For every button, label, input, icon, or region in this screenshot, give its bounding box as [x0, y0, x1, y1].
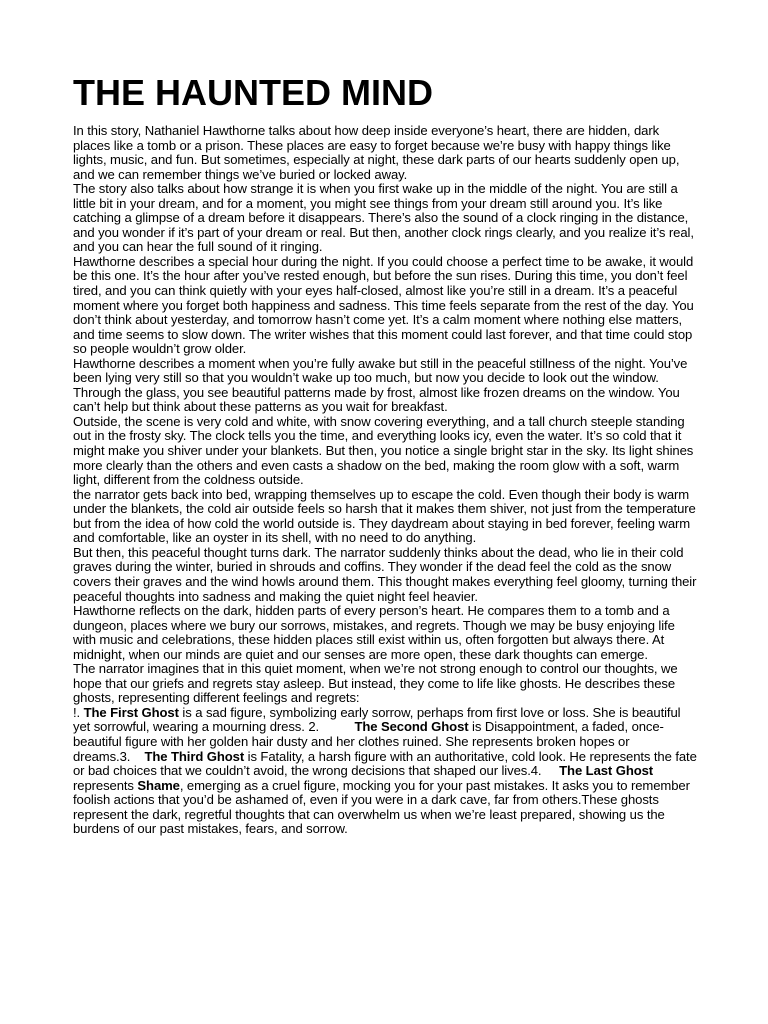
document-title: THE HAUNTED MIND: [73, 72, 433, 113]
ghost-1-prefix: !.: [73, 704, 84, 720]
paragraph-ghosts-list: [73, 706, 698, 837]
ghost-1-name: The First Ghost: [83, 704, 179, 720]
paragraph-waking: The story also talks about how strange it is when you first wake up in the middle of the night. You are still a little bit in your dream, and for a moment, you might see things from your dream still around you. It’s like catching a glimpse of a dream before it disappears. There’s also the sound of a clock ringing in the distance, and you wonder if it’s part of your dream or real. But then, another clock rings clearly, and you realize it’s real, and you can hear the full sound of it ringing.: [73, 181, 694, 255]
ghost-2-text: is Disappointment, a faded, once-beautiful figure with her golden hair dusty and her clothes ruined. She represents broken hopes or dreams.3.: [73, 719, 664, 764]
document-page: [73, 72, 698, 837]
paragraph-outside: Outside, the scene is very cold and white, with snow covering everything, and a tall church steeple standing out in the frosty sky. The clock tells you the time, and everything looks icy, even the water. It’s so cold that it might make you shiver under your blankets. But then, you notice a single bright star in the sky. Its light shines more clearly than the others and even casts a shadow on the bed, making the room glow with a soft, warm light, different from the coldness outside.: [73, 413, 694, 488]
ghost-4-text-a: represents: [73, 777, 138, 793]
ghost-3-text: is Fatality, a harsh figure with an authoritative, cold look. He represents the fate or bad choices that we couldn’t avoid, the wrong decisions that shaped our lives.4.: [73, 748, 697, 779]
paragraph-dark-thought: But then, this peaceful thought turns dark. The narrator suddenly thinks about the dead, who lie in their cold graves during the winter, buried in shrouds and coffins. They wonder if the dead feel the cold as the snow covers their graves and the wind howls around them. This thought makes everything feel gloomy, turning their peaceful thoughts into sadness and making the quiet night feel heavier.: [73, 544, 697, 604]
ghost-4-emphasis: Shame: [137, 777, 180, 793]
ghost-4-text-b: , emerging as a cruel figure, mocking you for your past mistakes. It asks you to remember foolish actions that you’d be ashamed of, even if you were in a dark cave, far from others.These ghosts represent the dark, regretful thoughts that can overwhelm us when we’re least prepared, showing us the burdens of our past mistakes, fears, and sorrow.: [73, 777, 690, 837]
paragraph-hidden-heart: Hawthorne reflects on the dark, hidden parts of every person’s heart. He compares them to a tomb and a dungeon, places where we bury our sorrows, mistakes, and regrets. Though we may be busy enjoying life with music and celebrations, these hidden places still exist within us, often forgotten but always there. At midnight, when our minds are quiet and our senses are more open, these dark thoughts can emerge.: [73, 603, 675, 662]
ghost-3-name: The Third Ghost: [144, 748, 245, 764]
paragraph-special-hour: Hawthorne describes a special hour during the night. If you could choose a perfect time to be awake, it would be this one. It’s the hour after you’ve rested enough, but before the sun rises. During this time, you don’t feel tired, and you can think quietly with your eyes half-closed, almost like you’re still in a dream. It’s a peaceful moment where you forget both happiness and sadness. This time feels separate from the rest of the day. You don’t think about yesterday, and tomorrow hasn’t come yet. It’s a calm moment where nothing else matters, and time seems to slow down. The writer wishes that this moment could last forever, and that time could stop so people wouldn’t grow older.: [73, 253, 694, 357]
ghost-2-name: The Second Ghost: [354, 719, 469, 735]
ghost-1-text: is a sad figure, symbolizing early sorrow, perhaps from first love or loss. She is beautiful yet sorrowful, wearing a mourning dress. 2.: [73, 704, 681, 735]
paragraph-ghosts-intro: The narrator imagines that in this quiet moment, when we’re not strong enough to control our thoughts, we hope that our griefs and regrets stay asleep. But instead, they come to life like ghosts. He describes these ghosts, representing different feelings and regrets:: [73, 661, 678, 706]
ghost-4-name: The Last Ghost: [559, 763, 654, 779]
paragraph-back-to-bed: the narrator gets back into bed, wrapping themselves up to escape the cold. Even though their body is warm under the blankets, the cold air outside feels so harsh that it makes them shiver, not just from the temperature but from the idea of how cold the world outside is. They daydream about staying in bed forever, feeling warm and comfortable, like an oyster in its shell, with no need to do anything.: [73, 486, 696, 546]
document-body: [73, 124, 698, 837]
paragraph-intro: In this story, Nathaniel Hawthorne talks about how deep inside everyone’s heart, there are hidden, dark places like a tomb or a prison. These places are easy to forget because we’re busy with happy things like lights, music, and fun. But sometimes, especially at night, these dark parts of our hearts suddenly open up, and we can remember things we’ve buried or locked away.: [73, 123, 680, 182]
paragraph-window: Hawthorne describes a moment when you’re fully awake but still in the peaceful stillness of the night. You’ve been lying very still so that you wouldn’t wake up too much, but now you decide to look out the window. Through the glass, you see beautiful patterns made by frost, almost like frozen dreams on the window. You can’t help but think about these patterns as you wait for breakfast.: [73, 355, 688, 415]
